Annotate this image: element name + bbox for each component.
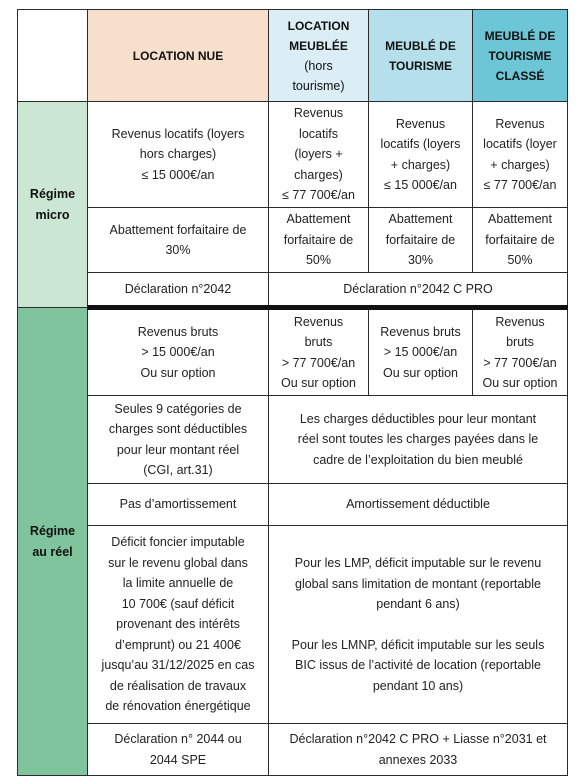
micro-declaration-meuble: Déclaration n°2042 C PRO: [269, 273, 568, 308]
micro-revenus-tourisme: Revenus locatifs (loyers + charges) ≤ 15 000€/an: [369, 102, 473, 208]
micro-abattement-classe: Abattement forfaitaire de 50%: [473, 208, 568, 273]
reel-deficit-meuble: [269, 526, 568, 724]
reel-revenus-meublee: Revenus bruts > 77 700€/an Ou sur option: [269, 308, 369, 396]
tax-regime-comparison-table: [17, 9, 568, 776]
reel-declaration-nue: Déclaration n° 2044 ou 2044 SPE: [88, 724, 269, 776]
reel-declaration-row: [18, 724, 568, 776]
reel-deficit-lmp: Pour les LMP, déficit imputable sur le revenu global sans limitation de montant (reportable pendant 6 ans): [294, 556, 542, 611]
header-row: [18, 10, 568, 102]
micro-abattement-nue: Abattement forfaitaire de 30%: [88, 208, 269, 273]
reel-deficit-row: [18, 526, 568, 724]
reel-amortissement-meuble: Amortissement déductible: [269, 484, 568, 526]
regime-micro-label: Régime micro: [18, 102, 88, 308]
micro-abattement-row: [18, 208, 568, 273]
reel-revenus-nue: Revenus bruts > 15 000€/an Ou sur option: [88, 308, 269, 396]
regime-reel-label: Régime au réel: [18, 308, 88, 776]
reel-revenus-classe: Revenus bruts > 77 700€/an Ou sur option: [473, 308, 568, 396]
micro-declaration-row: [18, 273, 568, 308]
reel-deficit-nue: Déficit foncier imputable sur le revenu global dans la limite annuelle de 10 700€ (sauf déficit provenant des intérêts d’emprunt) ou 21 400€ jusqu’au 31/12/2025 en cas de réalisation de travaux de rénovation énergétique: [88, 526, 269, 724]
reel-charges-row: [18, 396, 568, 484]
micro-abattement-tourisme: Abattement forfaitaire de 30%: [369, 208, 473, 273]
header-location-nue: LOCATION NUE: [88, 10, 269, 102]
micro-revenus-nue: Revenus locatifs (loyers hors charges) ≤ 15 000€/an: [88, 102, 269, 208]
micro-abattement-meublee: Abattement forfaitaire de 50%: [269, 208, 369, 273]
header-meuble-tourisme: MEUBLÉ DE TOURISME: [369, 10, 473, 102]
header-meuble-tourisme-classe: MEUBLÉ DE TOURISME CLASSÉ: [473, 10, 568, 102]
micro-declaration-nue: Déclaration n°2042: [88, 273, 269, 308]
header-location-meublee-sub: (hors tourisme): [292, 58, 345, 93]
micro-revenus-meublee: Revenus locatifs (loyers + charges) ≤ 77 700€/an: [269, 102, 369, 208]
reel-deficit-spacer: [274, 615, 562, 635]
reel-declaration-meuble: Déclaration n°2042 C PRO + Liasse n°2031 et annexes 2033: [269, 724, 568, 776]
reel-amortissement-nue: Pas d’amortissement: [88, 484, 269, 526]
micro-revenus-classe: Revenus locatifs (loyer + charges) ≤ 77 700€/an: [473, 102, 568, 208]
reel-charges-nue: Seules 9 catégories de charges sont déductibles pour leur montant réel (CGI, art.31): [88, 396, 269, 484]
reel-revenus-tourisme: Revenus bruts > 15 000€/an Ou sur option: [369, 308, 473, 396]
reel-amortissement-row: [18, 484, 568, 526]
header-corner-cell: [18, 10, 88, 102]
reel-charges-meuble: Les charges déductibles pour leur montant réel sont toutes les charges payées dans le cadre de l’exploitation du bien meublé: [269, 396, 568, 484]
header-location-meublee: LOCATION MEUBLÉE (hors tourisme): [269, 10, 369, 102]
micro-revenus-row: [18, 102, 568, 208]
reel-deficit-lmnp: Pour les LMNP, déficit imputable sur les seuls BIC issus de l’activité de location (reportable pendant 10 ans): [291, 637, 545, 693]
reel-revenus-row: [18, 308, 568, 396]
